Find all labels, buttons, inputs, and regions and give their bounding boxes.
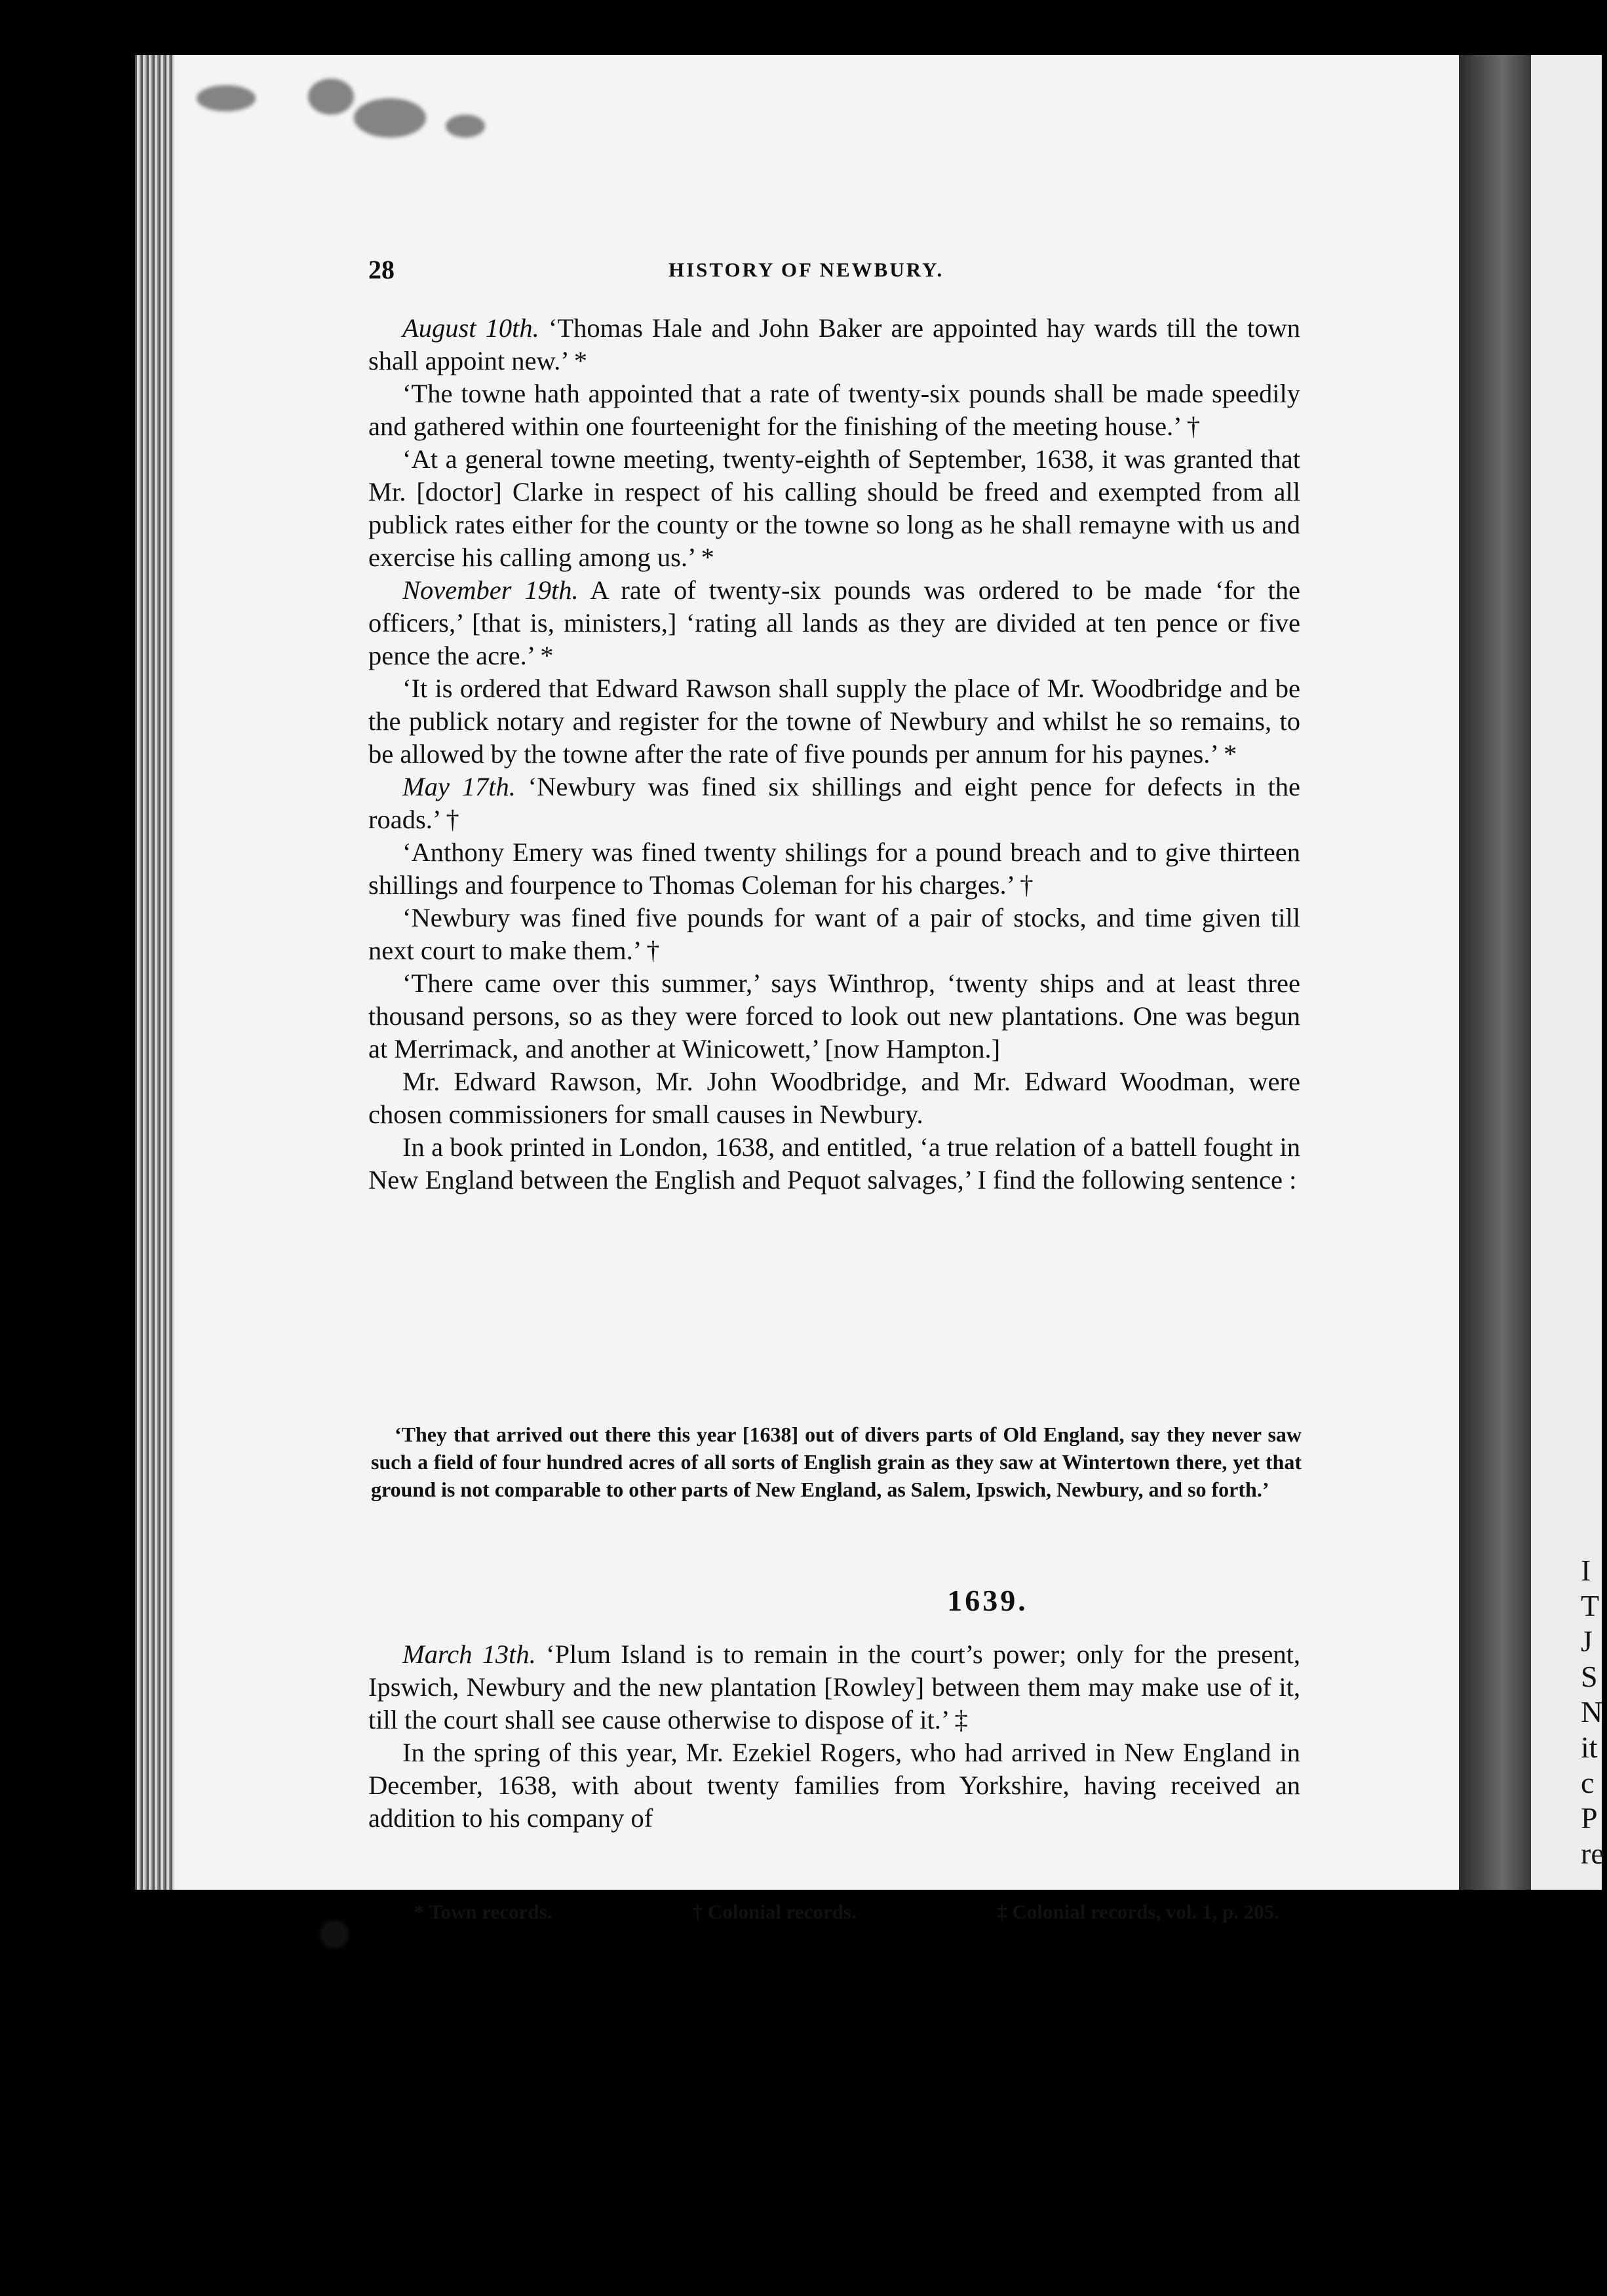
paragraph-text: ‘Plum Island is to remain in the court’s power; only for the present, Ipswich, Newbury and the new plantation [Rowley] between them may make use of it, till the court shall see cause otherwise to dispose of it.’ ‡: [368, 1639, 1300, 1734]
footnote: * Town records.: [414, 1900, 552, 1923]
paragraph-text: ‘Anthony Emery was fined twenty shilings for a pound breach and to give thirteen shillings and fourpence to Thomas Coleman for his charges.’ †: [368, 837, 1300, 900]
adjacent-glyph: S: [1581, 1660, 1598, 1693]
paragraph-text: In a book printed in London, 1638, and entitled, ‘a true relation of a battell fought in New England between the English and Pequot salvages,’ I find the following sentence :: [368, 1132, 1300, 1195]
date-lead: August 10th.: [402, 313, 539, 343]
adjacent-glyph: it: [1581, 1731, 1598, 1764]
ink-smudge: [197, 85, 256, 111]
paragraph-text: ‘It is ordered that Edward Rawson shall supply the place of Mr. Woodbridge and be the publick notary and register for the towne of Newbury and whilst he so remains, to be allowed by the towne after the rate of five pounds per annum for his paynes.’ *: [368, 674, 1300, 769]
date-lead: March 13th.: [402, 1639, 536, 1669]
paragraph: [368, 377, 1300, 443]
date-lead: May 17th.: [402, 772, 516, 801]
paragraph-text: ‘The towne hath appointed that a rate of twenty-six pounds shall be made speedily and gathered within one fourteenight for the finishing of the meeting house.’ †: [368, 379, 1300, 441]
ink-smudge: [320, 1920, 349, 1949]
year-heading-text: 1639.: [947, 1584, 1028, 1617]
running-title: HISTORY OF NEWBURY.: [668, 258, 944, 281]
paragraph: [368, 1131, 1300, 1196]
adjacent-glyph: re: [1581, 1837, 1604, 1870]
paragraph: [368, 1736, 1300, 1835]
year-heading: [0, 1583, 1602, 1618]
paragraph: [368, 1638, 1300, 1736]
paragraph-text: Mr. Edward Rawson, Mr. John Woodbridge, and Mr. Edward Woodman, were chosen commissioners for small causes in Newbury.: [368, 1067, 1300, 1129]
paragraph-text: ‘Newbury was fined five pounds for want of a pair of stocks, and time given till next court to make them.’ †: [368, 903, 1300, 965]
body-text: [368, 312, 1300, 1196]
block-quote: [371, 1421, 1302, 1503]
page-number: 28: [368, 255, 395, 284]
paragraph: [368, 1065, 1300, 1131]
adjacent-glyph: T: [1581, 1589, 1600, 1622]
paragraph: [368, 443, 1300, 574]
adjacent-glyph: J: [1581, 1624, 1593, 1658]
paragraph-text: In the spring of this year, Mr. Ezekiel Rogers, who had arrived in New England in December, 1638, with about twenty families from Yorkshire, having received an addition to his company of: [368, 1738, 1300, 1833]
paragraph: [368, 672, 1300, 771]
date-lead: November 19th.: [402, 575, 579, 605]
paragraph: [368, 836, 1300, 902]
paragraph: [368, 967, 1300, 1065]
paragraph: [368, 312, 1300, 377]
body-text-continued: [368, 1638, 1300, 1835]
adjacent-glyph: P: [1581, 1801, 1598, 1835]
quote-text: ‘They that arrived out there this year [1638] out of divers parts of Old England, say they never saw such a field of four hundred acres of all sorts of English grain as they saw at Wintertown there, yet that ground is not comparable to other parts of New England, as Salem, Ipswich, Newbury, and so forth.’: [371, 1423, 1302, 1501]
footnotes: [414, 1900, 1279, 1924]
paragraph: [368, 574, 1300, 672]
paragraph-text: ‘Thomas Hale and John Baker are appointed hay wards till the town shall appoint new.’ *: [368, 313, 1300, 375]
ink-smudge: [308, 79, 354, 115]
footnote: † Colonial records.: [692, 1900, 857, 1923]
paragraph-text: ‘There came over this summer,’ says Winthrop, ‘twenty ships and at least three thousand persons, so as they were forced to look out new plantations. One was begun at Merrimack, and another at Winicowett,’ [now Hampton.]: [368, 968, 1300, 1063]
paragraph-text: A rate of twenty-six pounds was ordered to be made ‘for the officers,’ [that is, ministers,] ‘rating all lands as they are divided at ten pence or five pence the acre.’ *: [368, 575, 1301, 670]
paragraph-text: ‘At a general towne meeting, twenty-eighth of September, 1638, it was granted that Mr. [doctor] Clarke in respect of his calling should be freed and exempted from all publick rates either for the county or the towne so long as he shall remayne with us and exercise his calling among us.’ *: [368, 444, 1300, 572]
paragraph-text: ‘Newbury was fined six shillings and eight pence for defects in the roads.’ †: [368, 772, 1300, 834]
adjacent-glyph: c: [1581, 1766, 1595, 1799]
ink-smudge: [446, 115, 485, 138]
adjacent-glyph: N: [1581, 1695, 1603, 1729]
page-header: [368, 254, 1298, 283]
paragraph: [368, 771, 1300, 836]
adjacent-glyph: I: [1581, 1554, 1591, 1587]
ink-smudge: [354, 98, 426, 138]
paragraph: [368, 902, 1300, 967]
footnote: ‡ Colonial records, vol. 1, p. 205.: [997, 1900, 1279, 1923]
